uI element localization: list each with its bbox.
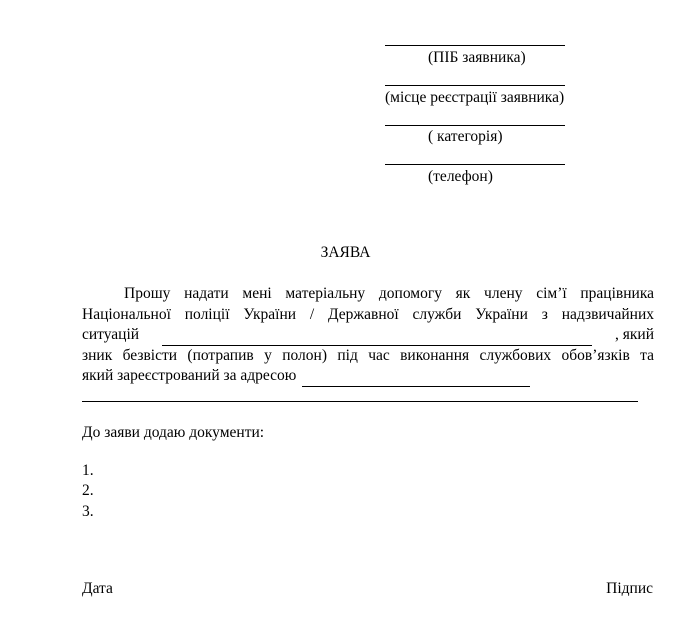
body-line-4: зник безвісти (потрапив у полон) під час виконання службових обов’язків та [82, 346, 654, 364]
registration-line [385, 85, 565, 86]
attachments-label: До заяви додаю документи: [82, 424, 265, 441]
document-title: ЗАЯВА [320, 244, 371, 261]
attachment-item-2: 2. [82, 482, 94, 499]
phone-label: (телефон) [428, 168, 493, 185]
date-label: Дата [82, 580, 113, 597]
phone-line [385, 164, 565, 165]
category-line [385, 125, 565, 126]
attachment-item-3: 3. [82, 503, 94, 520]
body-line-2: Національної поліції України / Державної служби України з надзвичайних [82, 305, 654, 323]
applicant-name-line [385, 45, 565, 46]
body-line-3-end: , який [614, 326, 654, 343]
applicant-name-label: (ПІБ заявника) [428, 49, 526, 66]
signature-label: Підпис [606, 580, 653, 597]
body-line-1: Прошу надати мені матеріальну допомогу як члену сім’ї працівника [124, 285, 654, 302]
body-line-3-start: ситуацій [82, 326, 140, 343]
body-line-3 [82, 325, 654, 346]
attachment-item-1: 1. [82, 462, 94, 479]
body-line-5 [82, 366, 654, 387]
address-blank[interactable] [302, 372, 530, 387]
category-label: ( категорія) [428, 128, 503, 145]
address-continuation-line[interactable] [82, 401, 638, 402]
body-line-5-text: який зареєстрований за адресою [82, 367, 297, 384]
emergency-service-blank[interactable] [162, 331, 592, 346]
body-paragraph [82, 284, 654, 387]
registration-label: (місце реєстрації заявника) [385, 89, 565, 106]
